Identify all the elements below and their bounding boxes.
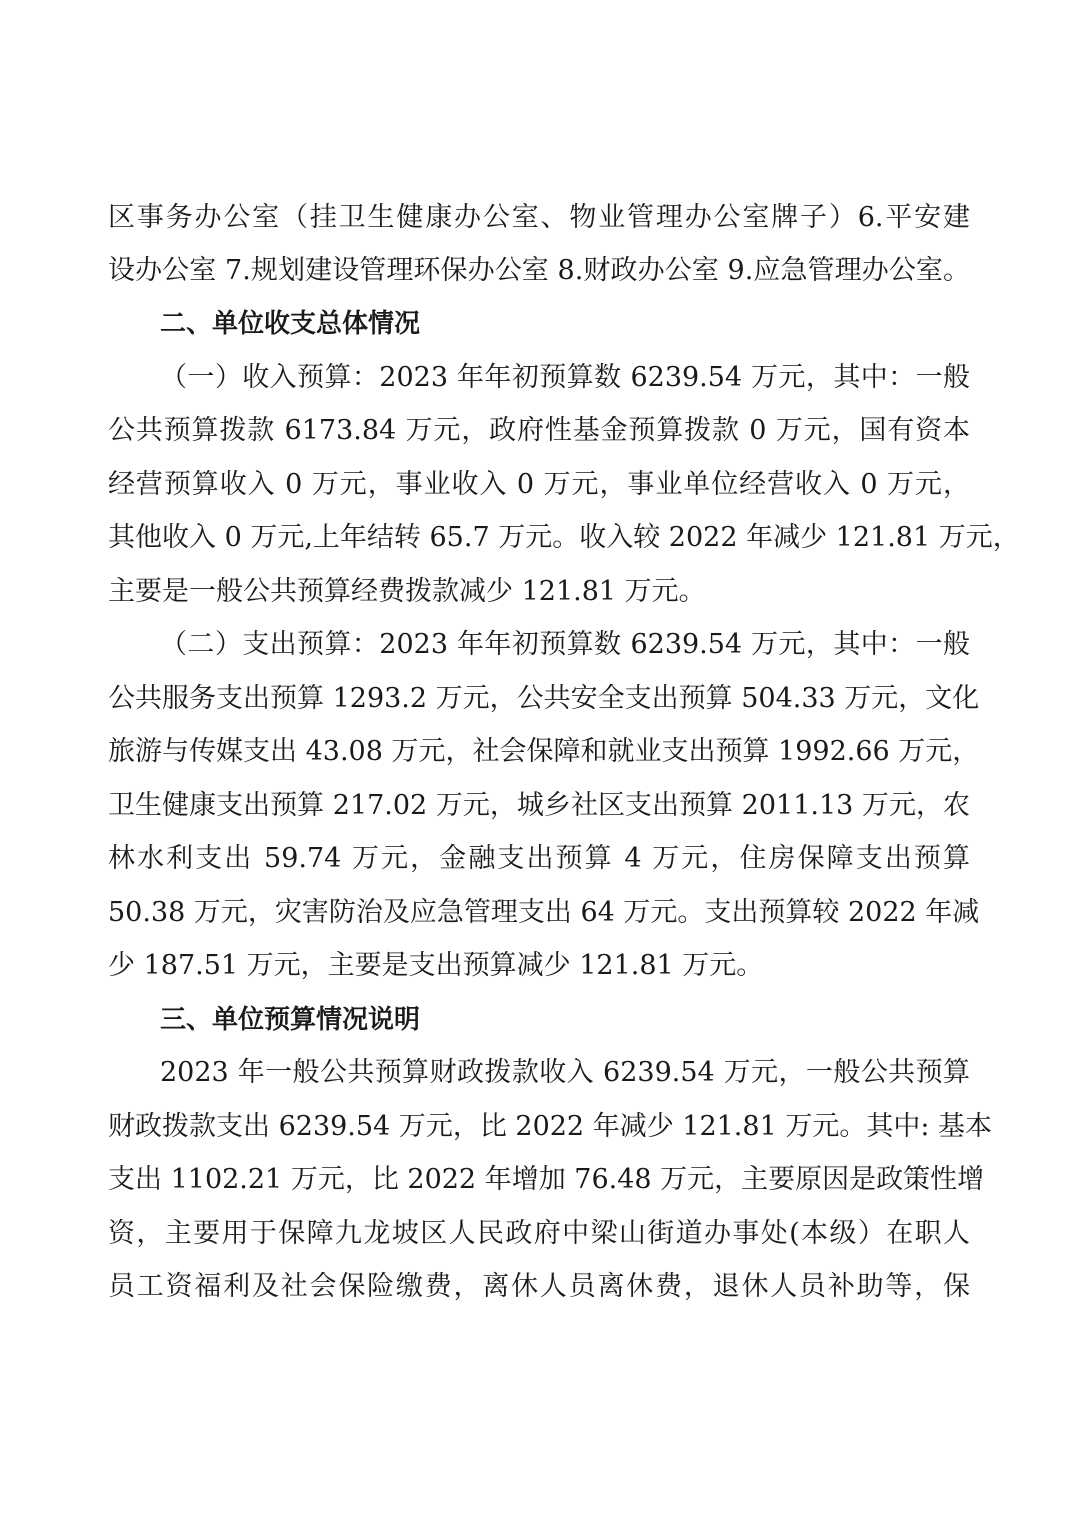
paragraph-line: 林水利支出 59.74 万元，金融支出预算 4 万元，住房保障支出预算 — [108, 843, 970, 874]
paragraph-line: （一）收入预算：2023 年年初预算数 6239.54 万元，其中：一般 — [160, 362, 970, 393]
paragraph-line: 支出 1102.21 万元，比 2022 年增加 76.48 万元，主要原因是政策性增 — [108, 1164, 985, 1195]
section-heading: 二、单位收支总体情况 — [160, 309, 421, 339]
paragraph-line: 2023 年一般公共预算财政拨款收入 6239.54 万元，一般公共预算 — [160, 1057, 970, 1088]
paragraph-line: 区事务办公室（挂卫生健康办公室、物业管理办公室牌子）6.平安建 — [108, 202, 970, 233]
paragraph-line: 旅游与传媒支出 43.08 万元，社会保障和就业支出预算 1992.66 万元， — [108, 736, 980, 767]
paragraph-line: 经营预算收入 0 万元，事业收入 0 万元，事业单位经营收入 0 万元， — [108, 469, 970, 500]
paragraph-line: 资，主要用于保障九龙坡区人民政府中梁山街道办事处(本级）在职人 — [108, 1218, 970, 1249]
paragraph-line: 财政拨款支出 6239.54 万元，比 2022 年减少 121.81 万元。其中: 基本 — [108, 1111, 993, 1142]
paragraph-line: 50.38 万元，灾害防治及应急管理支出 64 万元。支出预算较 2022 年减 — [108, 897, 980, 928]
paragraph-line: 少 187.51 万元，主要是支出预算减少 121.81 万元。 — [108, 950, 764, 981]
paragraph-line: 员工资福利及社会保险缴费，离休人员离休费，退休人员补助等，保 — [108, 1271, 970, 1302]
paragraph-line: 公共预算拨款 6173.84 万元，政府性基金预算拨款 0 万元，国有资本 — [108, 415, 970, 446]
paragraph-line: 设办公室 7.规划建设管理环保办公室 8.财政办公室 9.应急管理办公室。 — [108, 255, 970, 286]
paragraph-line: 公共服务支出预算 1293.2 万元，公共安全支出预算 504.33 万元，文化 — [108, 683, 980, 714]
paragraph-line: （二）支出预算：2023 年年初预算数 6239.54 万元，其中：一般 — [160, 629, 970, 660]
paragraph-line: 其他收入 0 万元,上年结转 65.7 万元。收入较 2022 年减少 121.81 万元， — [108, 522, 1020, 553]
paragraph-line: 卫生健康支出预算 217.02 万元，城乡社区支出预算 2011.13 万元，农 — [108, 790, 970, 821]
section-heading: 三、单位预算情况说明 — [160, 1005, 421, 1035]
paragraph-line: 主要是一般公共预算经费拨款减少 121.81 万元。 — [108, 576, 706, 607]
